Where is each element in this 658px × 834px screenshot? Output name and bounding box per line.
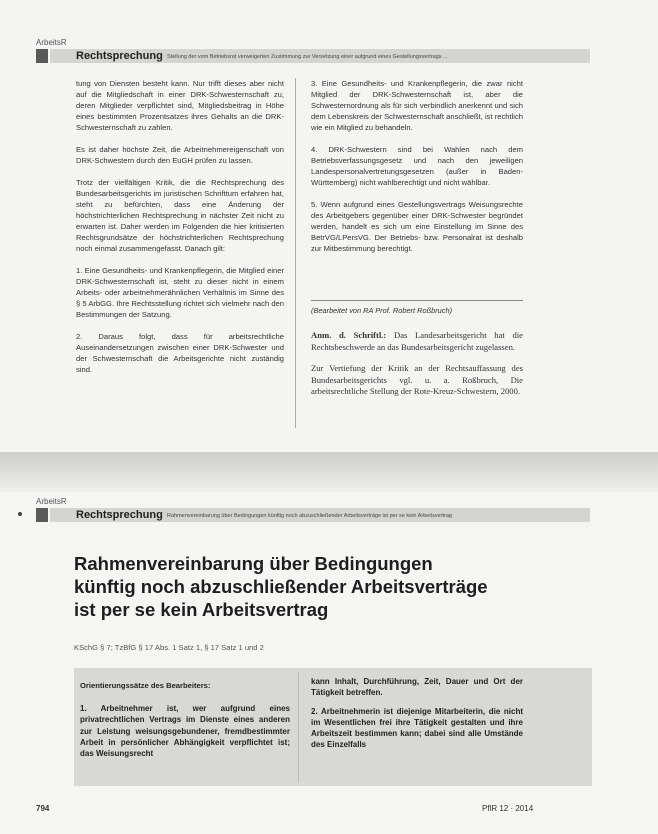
title-line: ist per se kein Arbeitsvertrag (74, 599, 329, 620)
author-note: (Bearbeitet von RA Prof. Robert Roßbruch) (311, 306, 453, 315)
page-number: 794 (36, 804, 50, 813)
paragraph: tung von Diensten besteht kann. Nur trifft dieses aber nicht auf die Mitgliedschaft in einer DRK-Schwesternschaft zu, deren Mitglieder verpflichtet sind, Mitgliedsbeitrag in Höhe eines bestimmten Prozentsatzes ihres Gehalts an die DRK-Schwesternschaft zu zahlen. (76, 79, 284, 132)
journal-ref: PflR 12 · 2014 (482, 804, 534, 813)
paragraph: 5. Wenn aufgrund eines Gestellungsvertrags Weisungsrechte des Arbeitgebers gegenüber einer DRK-Schwester begründet werden, handelt es sich um eine Einstellung im Sinne des BetrVG/LPersVG. Der Betriebs- bzw. Personalrat ist deshalb zur Mitbestimmung berechtigt. (311, 200, 523, 253)
paragraph: 1. Eine Gesundheits- und Krankenpflegerin, die Mitglied einer DRK-Schwesternschaft ist, steht zu dieser nicht in einem Arbeits- oder arbeitnehmerähnlichen Verhältnis im Sinne des § 5 ArbGG. Ihre Rechtsstellung richtet sich vielmehr nach den Bestimmungen der Satzung. (76, 266, 284, 319)
section-subtitle: Stellung der vom Betriebsrat verweigerten Zustimmung zur Versetzung einer aufgrund eines Gestellungsvertrags ... (167, 54, 448, 60)
left-column (76, 78, 284, 386)
orientation-point-2: 2. Arbeitnehmerin ist diejenige Mitarbeiterin, die nicht im Wesentlichen frei ihre Tätigkeit gestalten und ihre Arbeitszeit bestimmen kann; dabei sind alle Umstände des Einzelfalls (311, 706, 523, 750)
paragraph: 3. Eine Gesundheits- und Krankenpflegerin, die zwar nicht Mitglied der DRK-Schwesternschaft ist, aber die Schwesternordnung als für sich verbindlich anerkennt und sich dem Lebenskreis der Schwesternschaft anschließt, ist rechtlich wie ein Mitglied zu behandeln. (311, 79, 523, 132)
article-title (74, 552, 594, 621)
section-tag: ArbeitsR (36, 38, 67, 47)
orientation-point-1: 1. Arbeitnehmer ist, wer aufgrund eines privatrechtlichen Vertrags im Dienste eines anderen zur Leistung weisungsgebundener, fremdbestimmter Arbeit in persönlicher Abhängigkeit verpflichtet ist; das Weisungsrecht (80, 704, 290, 759)
paragraph: 4. DRK-Schwestern sind bei Wahlen nach dem Betriebsverfassungsgesetz und nach den jeweiligen Landespersonalvertretungsgesetzen (außer in Baden-Württemberg) nicht wahlberechtigt und nicht wählbar. (311, 145, 523, 187)
paragraph: Es ist daher höchste Zeit, die Arbeitnehmereigenschaft von DRK-Schwestern durch den EuGH prüfen zu lassen. (76, 145, 284, 165)
box-left-text (80, 703, 290, 766)
box-divider (298, 672, 299, 782)
section-tag: ArbeitsR (36, 497, 67, 506)
title-line: künftig noch abzuschließender Arbeitsverträge (74, 576, 488, 597)
rule (311, 300, 523, 301)
paragraph: Trotz der vielfältigen Kritik, die die Rechtsprechung des Bundesarbeitsgerichts im juristischen Schrifttum erfahren hat, steht zu befürchten, dass eine Änderung der höchstrichterlichen Rechtsprechung in nächster Zeit nicht zu erwarten ist. Daher werden im Folgenden die hier kritisierten Rechtsgrundsätze der höchstrichterlichen Rechtsprechung noch einmal zusammengefasst. Danach gilt: (76, 178, 284, 253)
paragraph: 2. Daraus folgt, dass für arbeitsrechtliche Auseinandersetzungen zwischen einer DRK-Schwester und der Schwesternschaft die Arbeitsgerichte nicht zuständig sind. (76, 332, 284, 374)
section-title: Rechtsprechung (76, 50, 163, 62)
annotation-text: Das Landesarbeitsgericht hat die Rechtsbeschwerde an das Bundesarbeitsgericht zugelassen. (311, 330, 523, 352)
annotation-block (311, 330, 523, 408)
title-line: Rahmenvereinbarung über Bedingungen (74, 553, 433, 574)
right-column (311, 78, 523, 265)
header-marker (36, 508, 48, 522)
header-marker (36, 49, 48, 63)
orientation-point-1-cont: kann Inhalt, Durchführung, Zeit, Dauer und Ort der Tätigkeit betreffen. (311, 677, 523, 698)
section-subtitle: Rahmenvereinbarung über Bedingungen künftig noch abzuschließender Arbeitsverträge ist per se kein Arbeitsvertrag (167, 513, 452, 519)
binder-hole (18, 512, 22, 516)
section-title: Rechtsprechung (76, 509, 163, 521)
box-heading: Orientierungssätze des Bearbeiters: (80, 681, 211, 690)
box-right-text (311, 676, 523, 758)
law-reference: KSchG § 7; TzBfG § 17 Abs. 1 Satz 1, § 17 Satz 1 und 2 (74, 643, 264, 652)
page-shadow (0, 452, 658, 492)
annotation-lead: Anm. d. Schriftl.: (311, 330, 387, 340)
author-annotation (311, 330, 523, 353)
further-reading: Zur Vertiefung der Kritik an der Rechtsauffassung des Bundesarbeitsgerichts vgl. u. a. Roßbruch, Die arbeitsrechtliche Stellung der Rote-Kreuz-Schwestern, 2000. (311, 363, 523, 396)
column-divider (295, 78, 296, 428)
